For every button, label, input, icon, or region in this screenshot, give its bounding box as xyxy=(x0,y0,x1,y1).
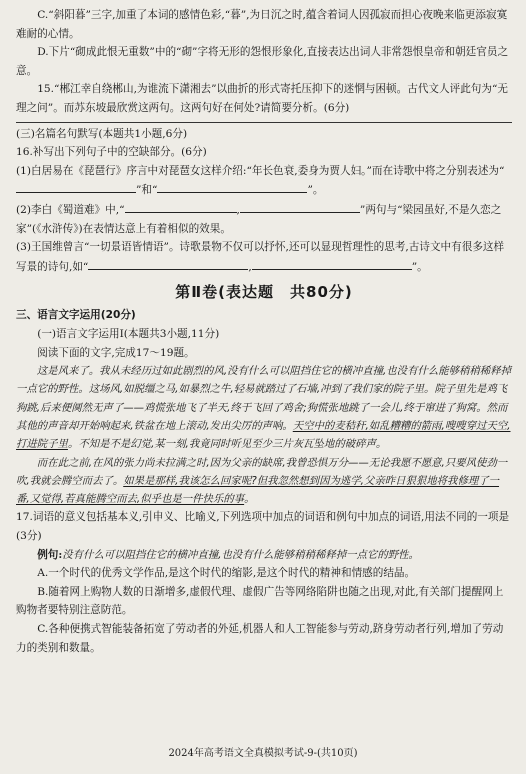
answer-line xyxy=(16,122,512,123)
option-d: D.下片“砌成此恨无重数”中的“砌”字将无形的怨恨形象化,直接表达出词人非常怨恨皇帝和朝廷官员之意。 xyxy=(16,46,509,77)
page-footer: 2024年高考语文全真模拟考试-9-(共10页) xyxy=(168,748,358,760)
blank-16-3b[interactable] xyxy=(252,257,412,270)
blank-16-3a[interactable] xyxy=(88,257,248,270)
passage-paragraph-1: 这是风来了。我从未经历过如此剧烈的风,没有什么可以阻挡住它的横冲直撞,也没有什么能够稍稍稀释掉一点它的野性。这场风,如脱缰之马,如暴烈之牛,轻易就踏过了石墙,冲到了我们家的院子里。院子里先是鸡飞狗跳,后来便阒然无声了——鸡慌张地飞了半天,终于飞回了鸡舍;狗慌张地跳了一会儿,终于窜进了狗窝。然而其他的声音却开始响起来,铁盆在地上滚动,发出尖厉的声响。天空中的麦秸秆,如乱糟糟的箭雨,嗖嗖穿过天空,打进院子里。不知是不是幻觉,某一刻,我竟同时听见至少三片灰瓦坠地的破碎声。 xyxy=(16,365,511,451)
question-16-3: (3)王国维曾言“一切景语皆情语”。诗歌景物不仅可以抒怀,还可以显现哲理性的思考,古诗文中有很多这样写景的诗句,如“ , ”。 xyxy=(16,241,505,273)
option-17-b: B.随着网上购物人数的日渐增多,虚假代理、虚假广告等网络陷阱也随之出现,对此,有关部门提醒网上购物者要特别注意防范。 xyxy=(16,585,504,617)
option-17-c: C.各种便携式智能装备拓宽了劳动者的外延,机器人和人工智能参与劳动,跻身劳动者行列,增加了劳动力的类别和数量。 xyxy=(16,623,504,654)
question-17: 17.词语的意义包括基本义,引申义、比喻义,下列选项中加点的词语和例句中加点的词语,用法不同的一项是(3分) xyxy=(16,511,510,543)
section-3-title: 三、语言文字运用(20分) xyxy=(16,309,136,322)
underlined-sentence-2: 如果是那样,我该怎么回家呢?但我忽然想到因为逃学,父亲昨日狠狠地将我修理了一番,又觉得,若真能腾空而去,似乎也是一件快乐的事 xyxy=(16,474,500,506)
underlined-sentence-1: 天空中的麦秸秆,如乱糟糟的箭雨,嗖嗖穿过天空,打进院子里 xyxy=(16,419,511,451)
blank-16-2a[interactable] xyxy=(125,200,237,213)
blank-16-2b[interactable] xyxy=(240,200,360,213)
question-16-2: (2)李白《蜀道难》中,“ , ”两句与“梁园虽好,不是久恋之家”(《水浒传》)在表情达意上有着相似的效果。 xyxy=(16,200,512,238)
question-16-1: (1)白居易在《琵琶行》序言中对琵琶女这样介绍:“年长色衰,委身为贾人妇。”而在诗歌中将之分别表述为“”和“ ”。 xyxy=(16,164,505,197)
option-c: C.“斜阳暮”三字,加重了本词的感情色彩,“暮”,为日沉之时,蕴含着词人因孤寂而担心夜晚来临更添寂寞难耐的心情。 xyxy=(16,9,508,40)
volume-2-title: 第Ⅱ卷(表达题 共80分) xyxy=(175,283,353,302)
example-sentence: 例句:没有什么可以阻挡住它的横冲直撞,也没有什么能够稍稍稀释掉一点它的野性。 xyxy=(37,548,419,561)
question-15: 15.“郴江幸自绕郴山,为谁流下潇湘去”以曲折的形式寄托压抑下的迷惘与困顿。古代文人评此句为“无理之问”。而苏东坡最欣赏这两句。这两句好在何处?请简要分析。(6分) xyxy=(16,83,508,114)
passage-paragraph-2: 而在此之前,在风的张力尚未拉满之时,因为父亲的缺席,我曾恐惧万分——无论我愿不愿意,只要风使劲一吹,我就会腾空而去了。如果是那样,我该怎么回家呢?但我忽然想到因为逃学,父亲昨日狠狠地将我修理了一番,又觉得,若真能腾空而去,似乎也是一件快乐的事。 xyxy=(16,456,508,506)
blank-16-1a[interactable] xyxy=(16,180,136,193)
subsection-1-title: (一)语言文字运用Ⅰ(本题共3小题,11分) xyxy=(37,327,220,340)
question-16: 16.补写出下列句子中的空缺部分。(6分) xyxy=(16,146,207,159)
section-3-heading: (三)名篇名句默写(本题共1小题,6分) xyxy=(16,127,188,140)
reading-instruction: 阅读下面的文字,完成17～19题。 xyxy=(37,346,195,359)
option-17-a: A.一个时代的优秀文学作品,是这个时代的缩影,是这个时代的精神和情感的结晶。 xyxy=(37,567,416,580)
blank-16-1b[interactable] xyxy=(157,180,307,193)
